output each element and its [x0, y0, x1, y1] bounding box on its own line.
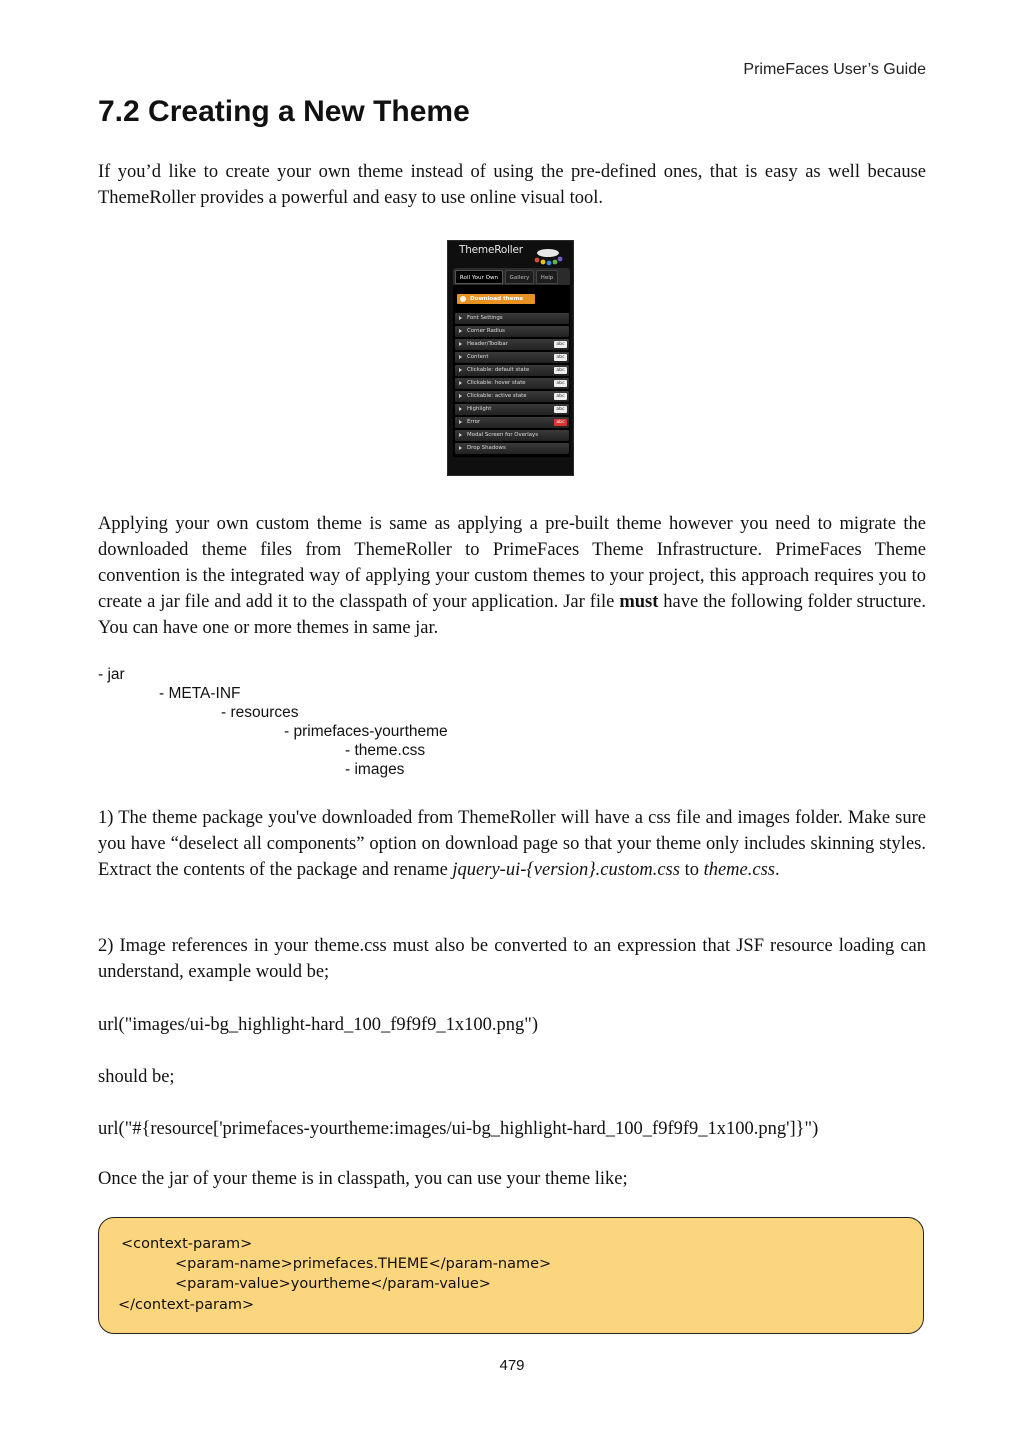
settings-row[interactable] — [455, 339, 569, 350]
settings-row[interactable] — [455, 391, 569, 402]
preview-badge: abc — [554, 419, 567, 426]
download-icon — [460, 296, 466, 302]
settings-row[interactable] — [455, 313, 569, 324]
settings-row-label: Drop Shadows — [467, 445, 506, 451]
settings-row-label: Clickable: active state — [467, 393, 527, 399]
expand-arrow-icon — [459, 433, 462, 437]
settings-row[interactable] — [455, 430, 569, 441]
expand-arrow-icon — [459, 394, 462, 398]
settings-row-label: Content — [467, 354, 489, 360]
step-2-paragraph: 2) Image references in your theme.css must also be converted to an expression that JSF resource loading can understand, example would be; — [98, 936, 926, 982]
settings-row[interactable] — [455, 326, 569, 337]
preview-badge: abc — [554, 341, 567, 348]
settings-row-label: Clickable: hover state — [467, 380, 526, 386]
once-paragraph: Once the jar of your theme is in classpath, you can use your theme like; — [98, 1169, 628, 1189]
step-1-filename: jquery-ui-{version}.custom.css — [452, 860, 680, 880]
settings-row[interactable] — [455, 378, 569, 389]
tree-jar: - jar — [98, 666, 125, 683]
section-heading: 7.2 Creating a New Theme — [98, 95, 470, 128]
preview-badge: abc — [554, 354, 567, 361]
tab-gallery[interactable]: Gallery — [505, 270, 534, 284]
expand-arrow-icon — [459, 407, 462, 411]
step-1-text-b: to — [679, 860, 704, 880]
applying-bold: must — [619, 592, 659, 612]
expand-arrow-icon — [459, 381, 462, 385]
settings-row[interactable] — [455, 404, 569, 415]
tab-roll-your-own[interactable]: Roll Your Own — [455, 270, 503, 284]
themeroller-screenshot — [447, 240, 574, 476]
code-line-1: <context-param> — [121, 1236, 253, 1252]
settings-list — [455, 313, 569, 456]
themeroller-tab-bar — [453, 268, 570, 285]
applying-paragraph — [98, 511, 926, 641]
settings-row[interactable] — [455, 365, 569, 376]
settings-row[interactable] — [455, 352, 569, 363]
expand-arrow-icon — [459, 342, 462, 346]
expand-arrow-icon — [459, 446, 462, 450]
preview-badge: abc — [554, 406, 567, 413]
tree-resources: - resources — [221, 704, 299, 721]
url-before: url("images/ui-bg_highlight-hard_100_f9f9f9_1x100.png") — [98, 1015, 539, 1035]
code-line-4: </context-param> — [118, 1297, 255, 1313]
tree-theme-folder: - primefaces-yourtheme — [284, 723, 448, 740]
step-1-text-c: . — [775, 860, 780, 880]
url-after: url("#{resource['primefaces-yourtheme:images/ui-bg_highlight-hard_100_f9f9f9_1x100.png']}") — [98, 1119, 819, 1139]
step-1-newname: theme.css — [703, 860, 775, 880]
code-line-3: <param-value>yourtheme</param-value> — [175, 1276, 491, 1292]
themeroller-panel — [453, 285, 570, 457]
download-theme-label: Download theme — [470, 296, 524, 302]
applying-text-b: have the following folder structure. You can have one or more themes in same jar. — [98, 592, 926, 638]
page-number: 479 — [499, 1357, 525, 1374]
intro-paragraph: If you’d like to create your own theme instead of using the pre-defined ones, that is easy as well because ThemeRoller provides a powerful and easy to use online visual tool. — [98, 162, 926, 208]
expand-arrow-icon — [459, 420, 462, 424]
settings-row-label: Header/Toolbar — [467, 341, 508, 347]
expand-arrow-icon — [459, 368, 462, 372]
preview-badge: abc — [554, 393, 567, 400]
themeroller-logo-icon — [528, 247, 568, 267]
settings-row-label: Error — [467, 419, 481, 425]
settings-row[interactable] — [455, 443, 569, 454]
tree-theme-css: - theme.css — [345, 742, 426, 759]
themeroller-title: ThemeRoller — [459, 244, 523, 256]
tree-meta-inf: - META-INF — [159, 685, 241, 702]
step-1-paragraph — [98, 805, 926, 883]
settings-row-label: Corner Radius — [467, 328, 505, 334]
settings-row-label: Highlight — [467, 406, 492, 412]
download-theme-button[interactable] — [457, 294, 535, 304]
applying-text-a: Applying your own custom theme is same as applying a pre-built theme however you need to migrate the downloaded theme files from ThemeRoller to PrimeFaces Theme Infrastructure. PrimeFaces Theme convention is the integrated way of applying your custom themes to your project, this approach requires you to create a jar file and add it to the classpath of your application. Jar file — [98, 514, 926, 612]
settings-row-label: Clickable: default state — [467, 367, 530, 373]
settings-row[interactable] — [455, 417, 569, 428]
step-1-text-a: 1) The theme package you've downloaded from ThemeRoller will have a css file and images folder. Make sure you have “deselect all components” option on download page so that your theme only includes skinning styles. Extract the contents of the package and rename — [98, 808, 926, 880]
should-be-text: should be; — [98, 1067, 175, 1087]
code-line-2: <param-name>primefaces.THEME</param-name> — [175, 1256, 552, 1272]
running-head: PrimeFaces User’s Guide — [743, 61, 926, 78]
settings-row-label: Modal Screen for Overlays — [467, 432, 539, 438]
preview-badge: abc — [554, 367, 567, 374]
expand-arrow-icon — [459, 355, 462, 359]
preview-badge: abc — [554, 380, 567, 387]
tree-images: - images — [345, 761, 405, 778]
settings-row-label: Font Settings — [467, 315, 503, 321]
tab-help[interactable]: Help — [536, 270, 558, 284]
code-block — [98, 1217, 924, 1334]
expand-arrow-icon — [459, 329, 462, 333]
expand-arrow-icon — [459, 316, 462, 320]
